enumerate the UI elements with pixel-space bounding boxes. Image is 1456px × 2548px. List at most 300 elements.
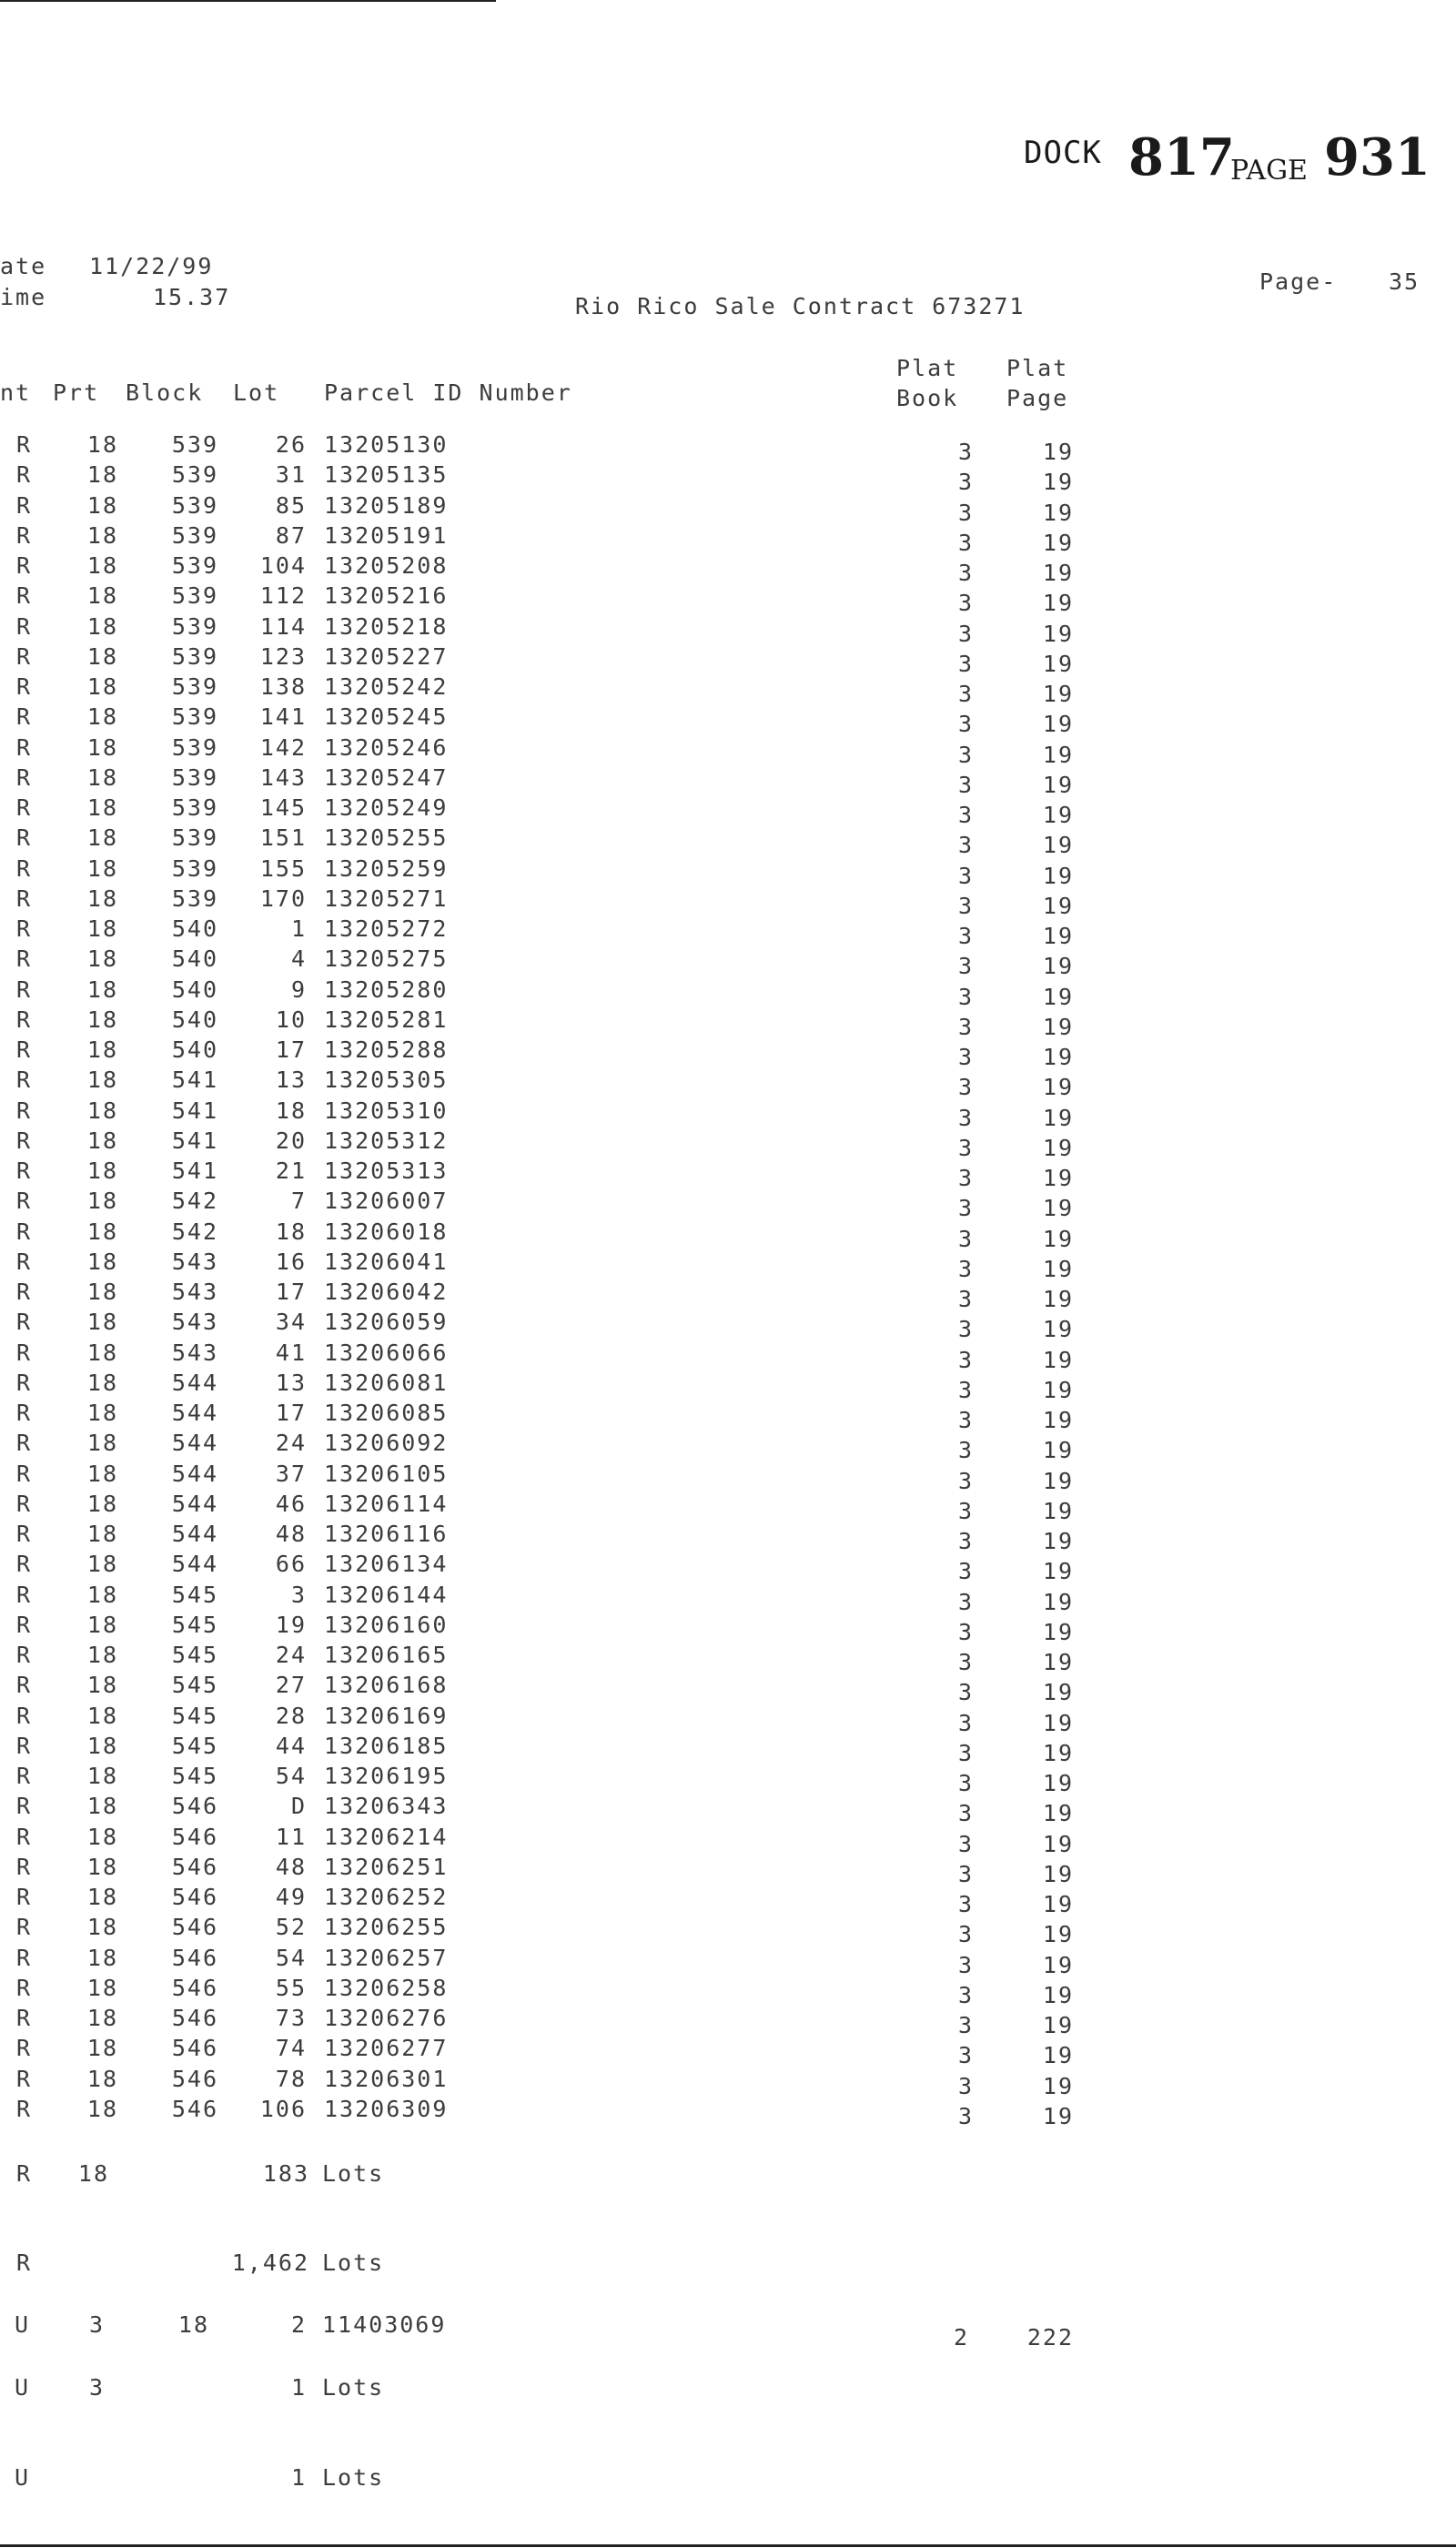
table-row	[0, 1368, 1456, 1403]
row-parcel-id: 13206276	[324, 2005, 449, 2031]
table-row	[0, 914, 1456, 949]
row-block: 539	[171, 733, 218, 761]
row-block: 540	[171, 976, 218, 1003]
row-prt: 18	[86, 945, 118, 973]
row-code: R	[16, 976, 33, 1003]
row-plat-page: 19	[1042, 1013, 1074, 1040]
row-lot: 46	[275, 1490, 307, 1517]
row-parcel-id: 13206059	[324, 1309, 449, 1336]
u-row-plat-page: 222	[1026, 2324, 1074, 2351]
row-block: 546	[171, 2065, 218, 2092]
row-code: R	[16, 1036, 33, 1063]
row-block: 546	[171, 1944, 218, 1971]
row-block: 544	[171, 1369, 218, 1396]
table-row	[0, 733, 1456, 768]
row-parcel-id: 13206116	[324, 1521, 449, 1547]
row-lot: 49	[275, 1884, 307, 1910]
row-lot: 41	[275, 1339, 307, 1366]
row-lot: 104	[259, 552, 307, 579]
table-row	[0, 944, 1456, 980]
row-plat-book: 3	[957, 1709, 974, 1736]
table-row	[0, 1580, 1456, 1615]
row-block: 544	[171, 1521, 218, 1547]
row-prt: 18	[86, 431, 118, 458]
row-plat-book: 3	[957, 469, 974, 496]
row-block: 543	[171, 1248, 218, 1275]
table-row	[0, 1307, 1456, 1343]
row-block: 543	[171, 1339, 218, 1366]
row-parcel-id: 13205310	[324, 1097, 449, 1124]
row-block: 539	[171, 642, 218, 670]
row-plat-page: 19	[1042, 1860, 1074, 1887]
row-plat-book: 3	[957, 529, 974, 556]
table-row	[0, 1126, 1456, 1161]
row-parcel-id: 13206114	[324, 1490, 449, 1517]
report-title: Rio Rico Sale Contract 673271	[575, 293, 1026, 319]
row-block: 546	[171, 1974, 218, 2001]
row-lot: 27	[275, 1672, 307, 1699]
u-grand-label: Lots	[322, 2464, 385, 2491]
row-code: R	[16, 1732, 33, 1759]
row-plat-book: 3	[957, 439, 974, 465]
row-code: R	[16, 1672, 33, 1699]
row-plat-page: 19	[1042, 2042, 1074, 2069]
row-prt: 18	[86, 854, 118, 882]
row-block: 545	[171, 1642, 218, 1668]
row-block: 540	[171, 915, 218, 942]
row-parcel-id: 13206085	[324, 1400, 449, 1426]
row-code: R	[16, 1460, 33, 1487]
row-prt: 18	[86, 1460, 118, 1487]
row-code: R	[16, 1853, 33, 1880]
u-row-prt: 3	[88, 2311, 105, 2338]
row-lot: 74	[275, 2035, 307, 2062]
col-cnt: nt	[0, 379, 32, 406]
table-row	[0, 1610, 1456, 1645]
row-code: R	[16, 1218, 33, 1245]
row-lot: 28	[275, 1702, 307, 1729]
row-parcel-id: 13205227	[324, 642, 449, 670]
row-plat-page: 19	[1042, 499, 1074, 526]
table-row	[0, 975, 1456, 1010]
table-row	[0, 551, 1456, 586]
table-row	[0, 460, 1456, 496]
row-parcel-id: 13205305	[324, 1067, 449, 1094]
row-lot: 9	[290, 976, 307, 1003]
row-parcel-id: 13206168	[324, 1672, 449, 1699]
row-prt: 18	[86, 733, 118, 761]
row-code: R	[16, 461, 33, 489]
row-plat-book: 3	[957, 1981, 974, 2008]
row-lot: 20	[275, 1127, 307, 1154]
row-plat-book: 3	[957, 771, 974, 798]
row-block: 539	[171, 431, 218, 458]
row-parcel-id: 13206041	[324, 1248, 449, 1275]
row-prt: 18	[86, 642, 118, 670]
row-lot: 138	[259, 673, 307, 700]
row-plat-page: 19	[1042, 1225, 1074, 1252]
row-block: 543	[171, 1309, 218, 1336]
row-prt: 18	[86, 1611, 118, 1638]
u-row-lot: 2	[290, 2311, 307, 2338]
row-block: 545	[171, 1732, 218, 1759]
row-plat-page: 19	[1042, 1376, 1074, 1403]
row-plat-book: 3	[957, 1255, 974, 1282]
table-row	[0, 1822, 1456, 1857]
row-code: R	[16, 1702, 33, 1729]
row-parcel-id: 13205271	[324, 885, 449, 912]
row-parcel-id: 13205249	[324, 794, 449, 821]
row-lot: 52	[275, 1914, 307, 1941]
row-plat-page: 19	[1042, 590, 1074, 617]
row-lot: 24	[275, 1430, 307, 1457]
row-code: R	[16, 1551, 33, 1578]
row-lot: 21	[275, 1158, 307, 1184]
table-row	[0, 1277, 1456, 1312]
row-block: 545	[171, 1702, 218, 1729]
row-plat-book: 3	[957, 2072, 974, 2099]
row-plat-book: 3	[957, 1588, 974, 1615]
row-parcel-id: 13206134	[324, 1551, 449, 1578]
row-prt: 18	[86, 1944, 118, 1971]
row-parcel-id: 13206169	[324, 1702, 449, 1729]
row-plat-book: 3	[957, 1770, 974, 1796]
row-plat-book: 3	[957, 1104, 974, 1131]
row-block: 541	[171, 1067, 218, 1094]
row-parcel-id: 13206066	[324, 1339, 449, 1366]
table-row	[0, 854, 1456, 889]
row-plat-page: 19	[1042, 650, 1074, 677]
row-plat-book: 3	[957, 1558, 974, 1585]
row-block: 545	[171, 1763, 218, 1789]
row-prt: 18	[86, 1974, 118, 2001]
row-code: R	[16, 673, 33, 700]
row-prt: 18	[86, 552, 118, 579]
row-block: 542	[171, 1188, 218, 1215]
table-row	[0, 1670, 1456, 1706]
date-label: ate	[0, 253, 47, 279]
row-prt: 18	[86, 763, 118, 791]
row-block: 542	[171, 1218, 218, 1245]
row-plat-page: 19	[1042, 1497, 1074, 1524]
row-block: 546	[171, 1884, 218, 1910]
row-prt: 18	[86, 1823, 118, 1850]
row-code: R	[16, 552, 33, 579]
row-lot: 11	[275, 1823, 307, 1850]
table-row	[0, 1882, 1456, 1917]
row-prt: 18	[86, 794, 118, 821]
time-label: ime	[0, 284, 47, 310]
row-parcel-id: 13205246	[324, 733, 449, 761]
parcel-table	[0, 430, 1456, 2129]
row-plat-book: 3	[957, 1800, 974, 1827]
row-plat-page: 19	[1042, 1891, 1074, 1917]
row-plat-page: 19	[1042, 1316, 1074, 1343]
table-row	[0, 1459, 1456, 1494]
row-plat-page: 19	[1042, 771, 1074, 798]
row-prt: 18	[86, 915, 118, 942]
row-plat-page: 19	[1042, 1770, 1074, 1796]
row-plat-page: 19	[1042, 953, 1074, 980]
row-plat-page: 19	[1042, 1981, 1074, 2008]
row-plat-book: 3	[957, 1407, 974, 1433]
row-plat-book: 3	[957, 1346, 974, 1373]
row-lot: 17	[275, 1036, 307, 1063]
row-code: R	[16, 703, 33, 731]
row-lot: 54	[275, 1763, 307, 1789]
row-prt: 18	[86, 1006, 118, 1033]
row-lot: 24	[275, 1642, 307, 1668]
row-block: 546	[171, 1823, 218, 1850]
row-plat-page: 19	[1042, 1951, 1074, 1978]
r-total-count: 183	[262, 2160, 309, 2187]
row-plat-page: 19	[1042, 983, 1074, 1010]
table-row	[0, 1428, 1456, 1464]
row-block: 545	[171, 1611, 218, 1638]
row-lot: 13	[275, 1067, 307, 1094]
row-parcel-id: 13206092	[324, 1430, 449, 1457]
row-code: R	[16, 1944, 33, 1971]
row-block: 539	[171, 794, 218, 821]
table-row	[0, 763, 1456, 798]
table-row	[0, 1912, 1456, 1948]
row-parcel-id: 13205259	[324, 854, 449, 882]
row-plat-book: 3	[957, 892, 974, 919]
table-row	[0, 521, 1456, 556]
row-prt: 18	[86, 1914, 118, 1941]
page-value: 35	[1389, 268, 1421, 295]
r-grand-code: R	[16, 2250, 33, 2276]
row-block: 544	[171, 1400, 218, 1426]
row-plat-page: 19	[1042, 529, 1074, 556]
row-lot: 17	[275, 1279, 307, 1305]
row-lot: 3	[290, 1581, 307, 1608]
row-plat-page: 19	[1042, 1709, 1074, 1736]
row-plat-book: 3	[957, 1830, 974, 1857]
row-plat-page: 19	[1042, 2012, 1074, 2038]
row-plat-page: 19	[1042, 1346, 1074, 1373]
row-plat-book: 3	[957, 2012, 974, 2038]
row-prt: 18	[86, 2095, 118, 2122]
row-block: 546	[171, 1853, 218, 1880]
row-lot: 18	[275, 1218, 307, 1245]
row-parcel-id: 13206343	[324, 1793, 449, 1820]
col-plat-page-1: Plat	[1006, 355, 1069, 381]
row-prt: 18	[86, 885, 118, 912]
row-block: 544	[171, 1430, 218, 1457]
row-parcel-id: 13206081	[324, 1369, 449, 1396]
row-plat-book: 3	[957, 1528, 974, 1554]
row-lot: 48	[275, 1853, 307, 1880]
row-block: 541	[171, 1097, 218, 1124]
row-prt: 18	[86, 1218, 118, 1245]
table-row	[0, 702, 1456, 738]
row-code: R	[16, 642, 33, 670]
row-block: 539	[171, 582, 218, 610]
row-lot: 31	[275, 461, 307, 489]
row-block: 546	[171, 2095, 218, 2122]
row-block: 546	[171, 2005, 218, 2031]
row-prt: 18	[86, 1732, 118, 1759]
row-plat-book: 3	[957, 1286, 974, 1312]
row-prt: 18	[86, 1672, 118, 1699]
row-plat-page: 19	[1042, 862, 1074, 889]
row-parcel-id: 13206309	[324, 2095, 449, 2122]
row-parcel-id: 13206165	[324, 1642, 449, 1668]
row-lot: 37	[275, 1460, 307, 1487]
row-prt: 18	[86, 1309, 118, 1336]
row-lot: 54	[275, 1944, 307, 1971]
row-lot: 170	[259, 885, 307, 912]
row-code: R	[16, 1974, 33, 2001]
row-prt: 18	[86, 1036, 118, 1063]
row-parcel-id: 13205247	[324, 763, 449, 791]
row-plat-book: 3	[957, 1467, 974, 1494]
row-prt: 18	[86, 2035, 118, 2062]
row-parcel-id: 13205288	[324, 1036, 449, 1063]
row-plat-page: 19	[1042, 1407, 1074, 1433]
row-prt: 18	[86, 1793, 118, 1820]
row-lot: 66	[275, 1551, 307, 1578]
row-plat-book: 3	[957, 953, 974, 980]
row-prt: 18	[86, 2005, 118, 2031]
row-parcel-id: 13205218	[324, 612, 449, 640]
table-row	[0, 1519, 1456, 1554]
row-prt: 18	[86, 1400, 118, 1426]
row-lot: 141	[259, 703, 307, 731]
row-plat-book: 3	[957, 1316, 974, 1343]
row-parcel-id: 13206195	[324, 1763, 449, 1789]
row-block: 546	[171, 1793, 218, 1820]
bottom-rule	[0, 2544, 1456, 2547]
row-plat-page: 19	[1042, 1739, 1074, 1766]
page-label: Page-	[1259, 268, 1338, 295]
row-parcel-id: 13205191	[324, 521, 449, 549]
row-block: 539	[171, 885, 218, 912]
table-row	[0, 581, 1456, 617]
row-plat-page: 19	[1042, 1588, 1074, 1615]
row-code: R	[16, 794, 33, 821]
row-prt: 18	[86, 1127, 118, 1154]
table-row	[0, 1852, 1456, 1887]
row-code: R	[16, 521, 33, 549]
row-plat-book: 3	[957, 1437, 974, 1464]
row-lot: 1	[290, 915, 307, 942]
row-parcel-id: 13205135	[324, 461, 449, 489]
date-value: 11/22/99	[89, 253, 214, 279]
table-row	[0, 1096, 1456, 1131]
row-parcel-id: 13205242	[324, 673, 449, 700]
row-lot: 26	[275, 431, 307, 458]
row-parcel-id: 13206018	[324, 1218, 449, 1245]
row-code: R	[16, 1884, 33, 1910]
row-prt: 18	[86, 1097, 118, 1124]
row-plat-book: 3	[957, 1044, 974, 1070]
table-row	[0, 1489, 1456, 1524]
row-block: 545	[171, 1581, 218, 1608]
row-code: R	[16, 1581, 33, 1608]
row-lot: 112	[259, 582, 307, 610]
row-plat-page: 19	[1042, 1618, 1074, 1645]
row-parcel-id: 13205255	[324, 824, 449, 852]
col-lot: Lot	[233, 379, 280, 406]
row-parcel-id: 13206258	[324, 1974, 449, 2001]
row-code: R	[16, 1914, 33, 1941]
row-plat-book: 3	[957, 802, 974, 828]
row-lot: 18	[275, 1097, 307, 1124]
row-plat-book: 3	[957, 1921, 974, 1948]
table-row	[0, 1156, 1456, 1191]
row-plat-page: 19	[1042, 1104, 1074, 1131]
row-plat-page: 19	[1042, 1074, 1074, 1101]
row-code: R	[16, 1097, 33, 1124]
row-code: R	[16, 1279, 33, 1305]
top-rule	[0, 0, 496, 2]
row-prt: 18	[86, 612, 118, 640]
row-lot: 34	[275, 1309, 307, 1336]
row-prt: 18	[86, 1188, 118, 1215]
row-prt: 18	[86, 1430, 118, 1457]
row-plat-page: 19	[1042, 1558, 1074, 1585]
row-lot: 87	[275, 521, 307, 549]
row-plat-book: 3	[957, 1891, 974, 1917]
row-code: R	[16, 491, 33, 519]
u-total-prt: 3	[88, 2374, 105, 2401]
row-parcel-id: 13206301	[324, 2065, 449, 2092]
row-plat-page: 19	[1042, 1467, 1074, 1494]
row-code: R	[16, 1067, 33, 1094]
row-plat-page: 19	[1042, 469, 1074, 496]
col-block: Block	[126, 379, 204, 406]
row-lot: 123	[259, 642, 307, 670]
row-parcel-id: 13206105	[324, 1460, 449, 1487]
row-code: R	[16, 431, 33, 458]
table-row	[0, 1398, 1456, 1433]
row-lot: 44	[275, 1732, 307, 1759]
row-prt: 18	[86, 1702, 118, 1729]
row-block: 541	[171, 1158, 218, 1184]
row-parcel-id: 13206144	[324, 1581, 449, 1608]
table-row	[0, 490, 1456, 526]
row-code: R	[16, 1490, 33, 1517]
row-prt: 18	[86, 1884, 118, 1910]
row-plat-book: 3	[957, 1376, 974, 1403]
stamp-page-label: PAGE	[1230, 155, 1308, 187]
row-plat-book: 3	[957, 1860, 974, 1887]
row-plat-page: 19	[1042, 1437, 1074, 1464]
row-parcel-id: 13206042	[324, 1279, 449, 1305]
row-prt: 18	[86, 461, 118, 489]
row-block: 545	[171, 1672, 218, 1699]
row-plat-page: 19	[1042, 1830, 1074, 1857]
row-prt: 18	[86, 1763, 118, 1789]
table-row	[0, 612, 1456, 647]
row-plat-book: 3	[957, 1195, 974, 1222]
row-parcel-id: 13205245	[324, 703, 449, 731]
row-code: R	[16, 1248, 33, 1275]
row-plat-page: 19	[1042, 1800, 1074, 1827]
row-plat-page: 19	[1042, 620, 1074, 647]
row-plat-book: 3	[957, 620, 974, 647]
row-plat-page: 19	[1042, 711, 1074, 738]
row-code: R	[16, 733, 33, 761]
row-code: R	[16, 1188, 33, 1215]
row-plat-book: 3	[957, 983, 974, 1010]
row-code: R	[16, 1793, 33, 1820]
row-plat-page: 19	[1042, 832, 1074, 859]
row-plat-page: 19	[1042, 1255, 1074, 1282]
u-row-code: U	[15, 2311, 31, 2338]
